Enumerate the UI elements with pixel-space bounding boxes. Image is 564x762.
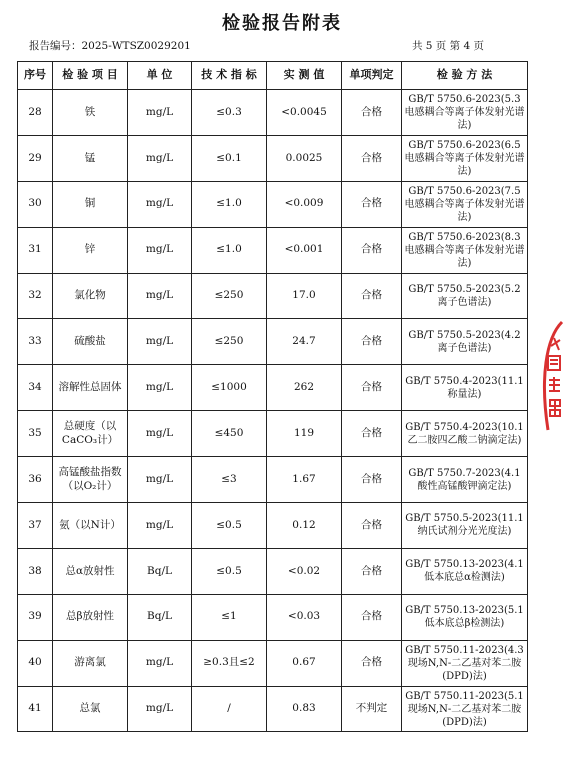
test-method: GB/T 5750.11-2023(5.1现场N,N-二乙基对苯二胺(DPD)法) [402, 686, 528, 732]
row-number: 41 [18, 686, 53, 732]
measured-value: 0.67 [267, 640, 342, 686]
page-title: 检验报告附表 [222, 13, 342, 34]
technical-spec: ≤0.5 [192, 548, 267, 594]
test-method: GB/T 5750.7-2023(4.1酸性高锰酸钾滴定法) [402, 457, 528, 503]
unit: mg/L [128, 640, 192, 686]
judgement: 合格 [342, 181, 402, 227]
seal-stamp [536, 318, 564, 436]
measured-value: 262 [267, 365, 342, 411]
measured-value: 119 [267, 411, 342, 457]
judgement: 合格 [342, 273, 402, 319]
table-row [18, 503, 528, 549]
row-number: 36 [18, 457, 53, 503]
unit: Bq/L [128, 594, 192, 640]
measured-value: 0.12 [267, 503, 342, 549]
technical-spec: / [192, 686, 267, 732]
unit: mg/L [128, 319, 192, 365]
measured-value: <0.001 [267, 227, 342, 273]
test-item: 铁 [53, 90, 128, 136]
measured-value: 0.0025 [267, 135, 342, 181]
technical-spec: ≤0.3 [192, 90, 267, 136]
col-header-method: 检 验 方 法 [402, 62, 528, 90]
unit: mg/L [128, 90, 192, 136]
test-item: 铜 [53, 181, 128, 227]
test-method: GB/T 5750.13-2023(4.1低本底总α检测法) [402, 548, 528, 594]
row-number: 33 [18, 319, 53, 365]
unit: mg/L [128, 686, 192, 732]
test-method: GB/T 5750.6-2023(5.3电感耦合等离子体发射光谱法) [402, 90, 528, 136]
judgement: 合格 [342, 227, 402, 273]
test-item: 总α放射性 [53, 548, 128, 594]
judgement: 合格 [342, 640, 402, 686]
technical-spec: ≤250 [192, 319, 267, 365]
test-method: GB/T 5750.13-2023(5.1低本底总β检测法) [402, 594, 528, 640]
row-number: 40 [18, 640, 53, 686]
header-row [18, 62, 528, 90]
technical-spec: ≤1 [192, 594, 267, 640]
row-number: 30 [18, 181, 53, 227]
table-row [18, 686, 528, 732]
judgement: 合格 [342, 594, 402, 640]
table-row [18, 227, 528, 273]
unit: mg/L [128, 457, 192, 503]
test-item: 高锰酸盐指数（以O₂计） [53, 457, 128, 503]
test-item: 氯化物 [53, 273, 128, 319]
test-item: 溶解性总固体 [53, 365, 128, 411]
row-number: 32 [18, 273, 53, 319]
technical-spec: ≤1.0 [192, 227, 267, 273]
measured-value: 0.83 [267, 686, 342, 732]
report-number: 报告编号：2025-WTSZ0029201 [29, 40, 191, 52]
table-row [18, 457, 528, 503]
judgement: 合格 [342, 411, 402, 457]
unit: Bq/L [128, 548, 192, 594]
test-item: 总硬度（以CaCO₃计） [53, 411, 128, 457]
test-method: GB/T 5750.11-2023(4.3现场N,N-二乙基对苯二胺(DPD)法) [402, 640, 528, 686]
judgement: 合格 [342, 365, 402, 411]
test-method: GB/T 5750.5-2023(5.2离子色谱法) [402, 273, 528, 319]
unit: mg/L [128, 227, 192, 273]
test-method: GB/T 5750.6-2023(6.5电感耦合等离子体发射光谱法) [402, 135, 528, 181]
measured-value: 1.67 [267, 457, 342, 503]
test-method: GB/T 5750.5-2023(4.2离子色谱法) [402, 319, 528, 365]
unit: mg/L [128, 273, 192, 319]
test-item: 氨（以N计） [53, 503, 128, 549]
judgement: 合格 [342, 90, 402, 136]
test-method: GB/T 5750.5-2023(11.1纳氏试剂分光光度法) [402, 503, 528, 549]
test-method: GB/T 5750.6-2023(7.5电感耦合等离子体发射光谱法) [402, 181, 528, 227]
measured-value: <0.0045 [267, 90, 342, 136]
col-header-judgement: 单项判定 [342, 62, 402, 90]
table-row [18, 640, 528, 686]
row-number: 31 [18, 227, 53, 273]
measured-value: <0.009 [267, 181, 342, 227]
measured-value: <0.02 [267, 548, 342, 594]
technical-spec: ≤450 [192, 411, 267, 457]
technical-spec: ≥0.3且≤2 [192, 640, 267, 686]
judgement: 合格 [342, 135, 402, 181]
table-row [18, 273, 528, 319]
measured-value: <0.03 [267, 594, 342, 640]
technical-spec: ≤1.0 [192, 181, 267, 227]
col-header-no: 序号 [18, 62, 53, 90]
measured-value: 24.7 [267, 319, 342, 365]
judgement: 不判定 [342, 686, 402, 732]
judgement: 合格 [342, 548, 402, 594]
row-number: 39 [18, 594, 53, 640]
test-item: 总氯 [53, 686, 128, 732]
page-info: 共 5 页 第 4 页 [411, 40, 484, 52]
col-header-value: 实 测 值 [267, 62, 342, 90]
test-item: 锰 [53, 135, 128, 181]
test-item: 硫酸盐 [53, 319, 128, 365]
test-item: 锌 [53, 227, 128, 273]
technical-spec: ≤3 [192, 457, 267, 503]
judgement: 合格 [342, 457, 402, 503]
col-header-spec: 技 术 指 标 [192, 62, 267, 90]
technical-spec: ≤0.1 [192, 135, 267, 181]
measured-value: 17.0 [267, 273, 342, 319]
row-number: 34 [18, 365, 53, 411]
inspection-table [17, 61, 528, 732]
row-number: 37 [18, 503, 53, 549]
table-row [18, 594, 528, 640]
table-row [18, 135, 528, 181]
unit: mg/L [128, 503, 192, 549]
technical-spec: ≤0.5 [192, 503, 267, 549]
test-item: 游离氯 [53, 640, 128, 686]
unit: mg/L [128, 365, 192, 411]
table-row [18, 181, 528, 227]
table-row [18, 319, 528, 365]
row-number: 28 [18, 90, 53, 136]
table-row [18, 548, 528, 594]
test-item: 总β放射性 [53, 594, 128, 640]
unit: mg/L [128, 135, 192, 181]
judgement: 合格 [342, 503, 402, 549]
table-row [18, 365, 528, 411]
table-row [18, 411, 528, 457]
unit: mg/L [128, 181, 192, 227]
row-number: 35 [18, 411, 53, 457]
row-number: 29 [18, 135, 53, 181]
test-method: GB/T 5750.4-2023(10.1乙二胺四乙酸二钠滴定法) [402, 411, 528, 457]
col-header-item: 检 验 项 目 [53, 62, 128, 90]
judgement: 合格 [342, 319, 402, 365]
test-method: GB/T 5750.6-2023(8.3电感耦合等离子体发射光谱法) [402, 227, 528, 273]
row-number: 38 [18, 548, 53, 594]
table-row [18, 90, 528, 136]
test-method: GB/T 5750.4-2023(11.1称量法) [402, 365, 528, 411]
technical-spec: ≤1000 [192, 365, 267, 411]
col-header-unit: 单 位 [128, 62, 192, 90]
unit: mg/L [128, 411, 192, 457]
technical-spec: ≤250 [192, 273, 267, 319]
